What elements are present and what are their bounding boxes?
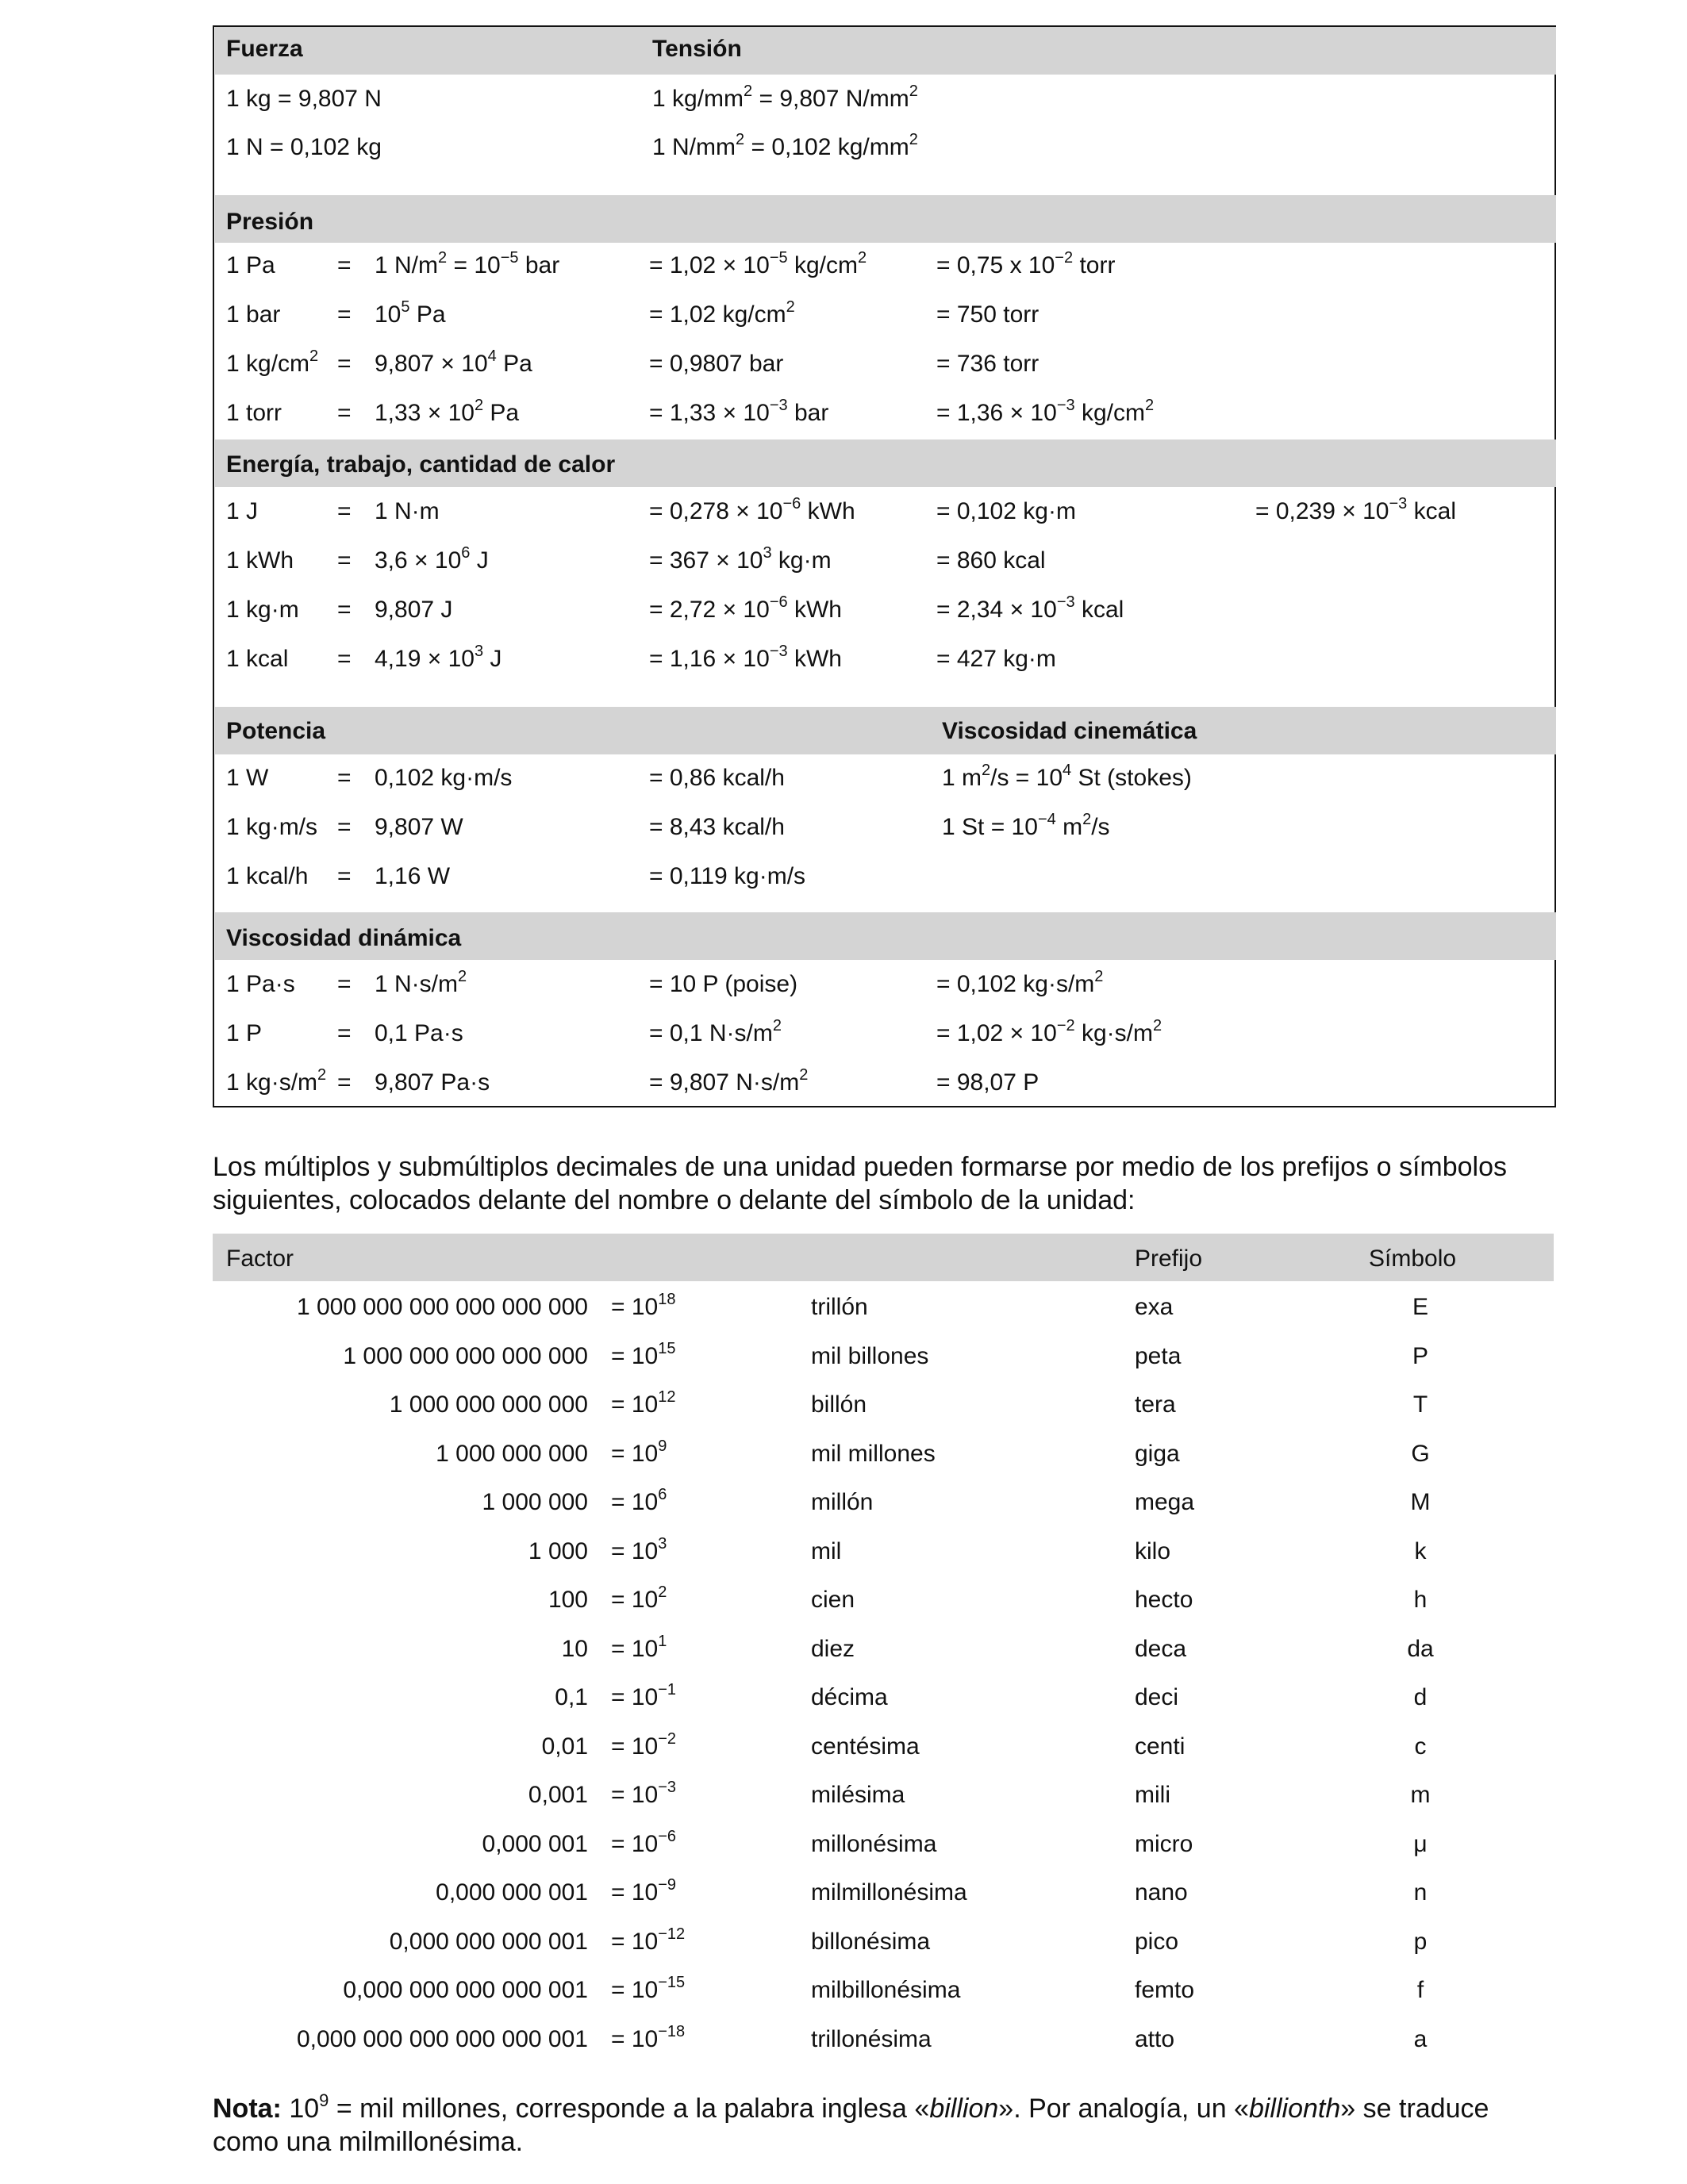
value-cell-2: = 10 P (poise) (649, 971, 798, 997)
prefix-cell: nano (1135, 1879, 1188, 1906)
power-of-ten-cell: = $10^9$ (611, 1437, 667, 1467)
unit-cell: 1 W (226, 765, 269, 791)
value-cell-3: = 736 torr (936, 351, 1039, 377)
power-of-ten-cell: = $10^{12}$ (611, 1388, 676, 1418)
symbol-cell: P (1412, 1343, 1428, 1369)
symbol-cell: k (1414, 1538, 1427, 1564)
prefix-cell: micro (1135, 1831, 1193, 1857)
value-cell-3: = 0,102 kg·m (936, 498, 1076, 524)
power-of-ten-cell: = $10^1$ (611, 1633, 667, 1662)
prefix-cell: femto (1135, 1977, 1195, 2003)
power-of-ten-cell: = $10^{18}$ (611, 1291, 676, 1320)
power-of-ten-cell: = $10^{-15}$ (611, 1974, 686, 2003)
name-cell: milbillonésima (811, 1977, 961, 2003)
note-label: Nota: (213, 2094, 282, 2124)
symbol-cell: T (1412, 1391, 1428, 1418)
symbol-cell: d (1413, 1684, 1428, 1710)
unit-cell: 1 $kg\cdot s/m^2$ (226, 1066, 327, 1096)
equals-sign: = (337, 597, 352, 623)
unit-cell: 1 bar (226, 301, 281, 328)
factor-cell: 1 000 000 000 000 000 000 (296, 1294, 588, 1320)
equals-sign: = (337, 765, 352, 791)
symbol-cell: c (1414, 1733, 1427, 1760)
equals-sign: = (337, 971, 352, 997)
equals-sign: = (337, 547, 352, 574)
energia-header: Energía, trabajo, cantidad de calor (226, 451, 616, 478)
power-of-ten-cell: = $10^{-1}$ (611, 1681, 677, 1710)
unit-cell: 1 P (226, 1020, 263, 1046)
prefix-cell: giga (1135, 1441, 1180, 1467)
symbol-cell: f (1416, 1977, 1424, 2003)
name-cell: billonésima (811, 1929, 931, 1955)
equals-sign: = (337, 1069, 352, 1096)
power-of-ten-cell: = $10^{-12}$ (611, 1925, 686, 1955)
symbol-cell: E (1412, 1294, 1428, 1320)
value-cell-1: 0,102 kg·m/s (375, 765, 513, 791)
factor-cell: 0,001 (528, 1782, 588, 1808)
value-cell-3: = $2,34 \times 10^{-3}$ kcal (936, 593, 1124, 623)
power-of-ten-cell: = $10^2$ (611, 1583, 667, 1613)
equals-sign: = (337, 814, 352, 840)
factor-cell: 0,1 (555, 1684, 588, 1710)
value-cell-3: = 0,75 x $10^{-2}$ torr (936, 249, 1116, 278)
name-cell: trillonésima (811, 2026, 932, 2052)
unit-cell: 1 J (226, 498, 259, 524)
value-cell-1: $3,6 \times 10^6$ J (375, 544, 489, 574)
power-of-ten-cell: = $10^{-18}$ (611, 2023, 686, 2052)
unit-cell: 1 kWh (226, 547, 294, 574)
tension-row-2: 1 $N/mm^2 = 0,102$ $kg/mm^2$ (652, 131, 918, 160)
equals-sign: = (337, 498, 352, 524)
unit-cell: 1 $kg/cm^2$ (226, 347, 319, 377)
value-cell-1: 1 N·m (375, 498, 440, 524)
value-cell-1: 9,807 W (375, 814, 463, 840)
value-cell-1: 1 $N/m^2 = 10^{-5}$ bar (375, 249, 560, 278)
symbol-cell: p (1413, 1929, 1428, 1955)
value-cell-2: = 0,119 kg·m/s (649, 863, 806, 889)
unit-cell: 1 Pa·s (226, 971, 295, 997)
value-cell-1: 1 $N\cdot s/m^2$ (375, 968, 467, 997)
factor-cell: 1 000 000 (482, 1489, 588, 1515)
symbol-cell: m (1410, 1782, 1431, 1808)
symbol-cell: a (1413, 2026, 1428, 2052)
symbol-cell: M (1410, 1489, 1431, 1515)
value-cell-3: = 750 torr (936, 301, 1039, 328)
power-of-ten-cell: = $10^{-9}$ (611, 1876, 677, 1906)
value-cell-2: = $0,278 \times 10^{-6}$ kWh (649, 495, 855, 524)
value-cell-1: 9,807 J (375, 597, 453, 623)
factor-cell: 1 000 (528, 1538, 588, 1564)
viscosidad-dinamica-header: Viscosidad dinámica (226, 925, 462, 951)
note-paragraph: Nota: $10^9$ = mil millones, corresponde a la palabra inglesa «billion». Por analogía, un «billionth» se traduce como una milmillonésima. (213, 2090, 1489, 2157)
value-cell-3: = 0,102 $kg\cdot s/m^2$ (936, 968, 1104, 997)
name-cell: milésima (811, 1782, 905, 1808)
power-of-ten-cell: = $10^6$ (611, 1486, 667, 1515)
power-of-ten-cell: = $10^3$ (611, 1535, 667, 1564)
value-cell-2: = $367 \times 10^3$ kg·m (649, 544, 832, 574)
presion-header: Presión (226, 209, 314, 235)
value-cell-1: $1,33 \times 10^2$ Pa (375, 397, 520, 426)
value-cell-2: = 0,9807 bar (649, 351, 784, 377)
prefijo-column-header: Prefijo (1135, 1246, 1203, 1272)
fuerza-row-2: 1 N = 0,102 kg (226, 134, 382, 160)
prefix-cell: pico (1135, 1929, 1179, 1955)
factor-cell: 10 (561, 1636, 588, 1662)
prefix-cell: mega (1135, 1489, 1195, 1515)
section-header-band (215, 27, 1556, 75)
power-of-ten-cell: = $10^{-2}$ (611, 1730, 677, 1760)
prefix-cell: hecto (1135, 1587, 1193, 1613)
symbol-cell: G (1411, 1441, 1430, 1467)
equals-sign: = (337, 301, 352, 328)
value-cell-3: = $1,02 \times 10^{-2}$ $kg\cdot s/m^2$ (936, 1017, 1162, 1046)
viscosidad-cinematica-row-1: 1 $m^2/s = 10^4$ St (stokes) (942, 762, 1192, 791)
equals-sign: = (337, 252, 352, 278)
prefix-cell: kilo (1135, 1538, 1171, 1564)
equals-sign: = (337, 351, 352, 377)
equals-sign: = (337, 1020, 352, 1046)
value-cell-1: 9,807 Pa·s (375, 1069, 490, 1096)
value-cell-2: = $1,16 \times 10^{-3}$ kWh (649, 643, 842, 672)
factor-column-header: Factor (226, 1246, 294, 1272)
unit-cell: 1 torr (226, 400, 282, 426)
name-cell: millonésima (811, 1831, 937, 1857)
symbol-cell: n (1413, 1879, 1428, 1906)
value-cell-4: = $0,239 \times 10^{-3}$ kcal (1255, 495, 1456, 524)
value-cell-3: = 98,07 P (936, 1069, 1039, 1096)
value-cell-2: = 1,02 $kg/cm^2$ (649, 298, 795, 328)
value-cell-1: 0,1 Pa·s (375, 1020, 463, 1046)
unit-cell: 1 kg·m (226, 597, 299, 623)
value-cell-2: = 0,86 kcal/h (649, 765, 785, 791)
factor-cell: 0,000 001 (482, 1831, 588, 1857)
prefix-cell: atto (1135, 2026, 1175, 2052)
value-cell-3: = 860 kcal (936, 547, 1046, 574)
name-cell: billón (811, 1391, 867, 1418)
simbolo-column-header: Símbolo (1369, 1246, 1457, 1272)
unit-cell: 1 kcal (226, 646, 289, 672)
section-header-band (215, 195, 1556, 243)
symbol-cell: da (1407, 1636, 1434, 1662)
unit-cell: 1 Pa (226, 252, 275, 278)
prefix-cell: deca (1135, 1636, 1187, 1662)
value-cell-3: = $1,36 \times 10^{-3}$ $kg/cm^2$ (936, 397, 1155, 426)
equals-sign: = (337, 400, 352, 426)
name-cell: mil millones (811, 1441, 936, 1467)
factor-cell: 0,000 000 000 000 000 001 (296, 2026, 588, 2052)
prefix-cell: mili (1135, 1782, 1170, 1808)
power-of-ten-cell: = $10^{15}$ (611, 1340, 676, 1369)
intro-paragraph: Los múltiplos y submúltiplos decimales de una unidad pueden formarse por medio de los prefijos o símbolos siguientes, colocados delante del nombre o delante del símbolo de la unidad: (213, 1152, 1507, 1215)
unit-cell: 1 kg·m/s (226, 814, 318, 840)
section-header-band (215, 707, 1556, 754)
name-cell: diez (811, 1636, 855, 1662)
name-cell: cien (811, 1587, 855, 1613)
viscosidad-cinematica-header: Viscosidad cinemática (942, 718, 1197, 744)
prefix-cell: tera (1135, 1391, 1176, 1418)
potencia-header: Potencia (226, 718, 326, 744)
tension-header: Tensión (652, 36, 742, 62)
prefix-table-header-band (213, 1234, 1554, 1281)
value-cell-2: = $1,02 \times 10^{-5}$ $kg/cm^2$ (649, 249, 867, 278)
equals-sign: = (337, 646, 352, 672)
value-cell-2: = 0,1 $N\cdot s/m^2$ (649, 1017, 782, 1046)
value-cell-1: 1,16 W (375, 863, 451, 889)
value-cell-3: = 427 kg·m (936, 646, 1056, 672)
factor-cell: 0,000 000 000 001 (389, 1929, 588, 1955)
name-cell: mil (811, 1538, 842, 1564)
factor-cell: 1 000 000 000 (436, 1441, 588, 1467)
prefix-cell: deci (1135, 1684, 1179, 1710)
fuerza-row-1: 1 kg = 9,807 N (226, 86, 382, 112)
factor-cell: 0,000 000 000 000 001 (343, 1977, 588, 2003)
name-cell: mil billones (811, 1343, 929, 1369)
factor-cell: 0,01 (541, 1733, 588, 1760)
value-cell-2: = 9,807 $N\cdot s/m^2$ (649, 1066, 809, 1096)
equals-sign: = (337, 863, 352, 889)
symbol-cell: h (1413, 1587, 1428, 1613)
power-of-ten-cell: = $10^{-3}$ (611, 1779, 677, 1808)
value-cell-2: = $1,33 \times 10^{-3}$ bar (649, 397, 829, 426)
value-cell-1: $4,19 \times 10^3$ J (375, 643, 502, 672)
name-cell: milmillonésima (811, 1879, 967, 1906)
symbol-cell: μ (1413, 1831, 1428, 1857)
name-cell: centésima (811, 1733, 920, 1760)
name-cell: décima (811, 1684, 888, 1710)
factor-cell: 1 000 000 000 000 000 (343, 1343, 588, 1369)
value-cell-2: = 8,43 kcal/h (649, 814, 785, 840)
fuerza-header: Fuerza (226, 36, 303, 62)
prefix-cell: exa (1135, 1294, 1174, 1320)
prefix-cell: peta (1135, 1343, 1182, 1369)
viscosidad-cinematica-row-2: 1 $St = 10^{-4}$ $m^2/s$ (942, 811, 1110, 840)
factor-cell: 1 000 000 000 000 (389, 1391, 588, 1418)
factor-cell: 100 (548, 1587, 588, 1613)
value-cell-1: $9,807 \times 10^4$ Pa (375, 347, 532, 377)
power-of-ten-cell: = $10^{-6}$ (611, 1828, 677, 1857)
name-cell: millón (811, 1489, 874, 1515)
value-cell-1: $10^5$ Pa (375, 298, 446, 328)
prefix-cell: centi (1135, 1733, 1186, 1760)
factor-cell: 0,000 000 001 (436, 1879, 588, 1906)
value-cell-2: = $2,72 \times 10^{-6}$ kWh (649, 593, 842, 623)
unit-cell: 1 kcal/h (226, 863, 309, 889)
tension-row-1: 1 $kg/mm^2 = 9,807$ $N/mm^2$ (652, 83, 918, 112)
name-cell: trillón (811, 1294, 868, 1320)
